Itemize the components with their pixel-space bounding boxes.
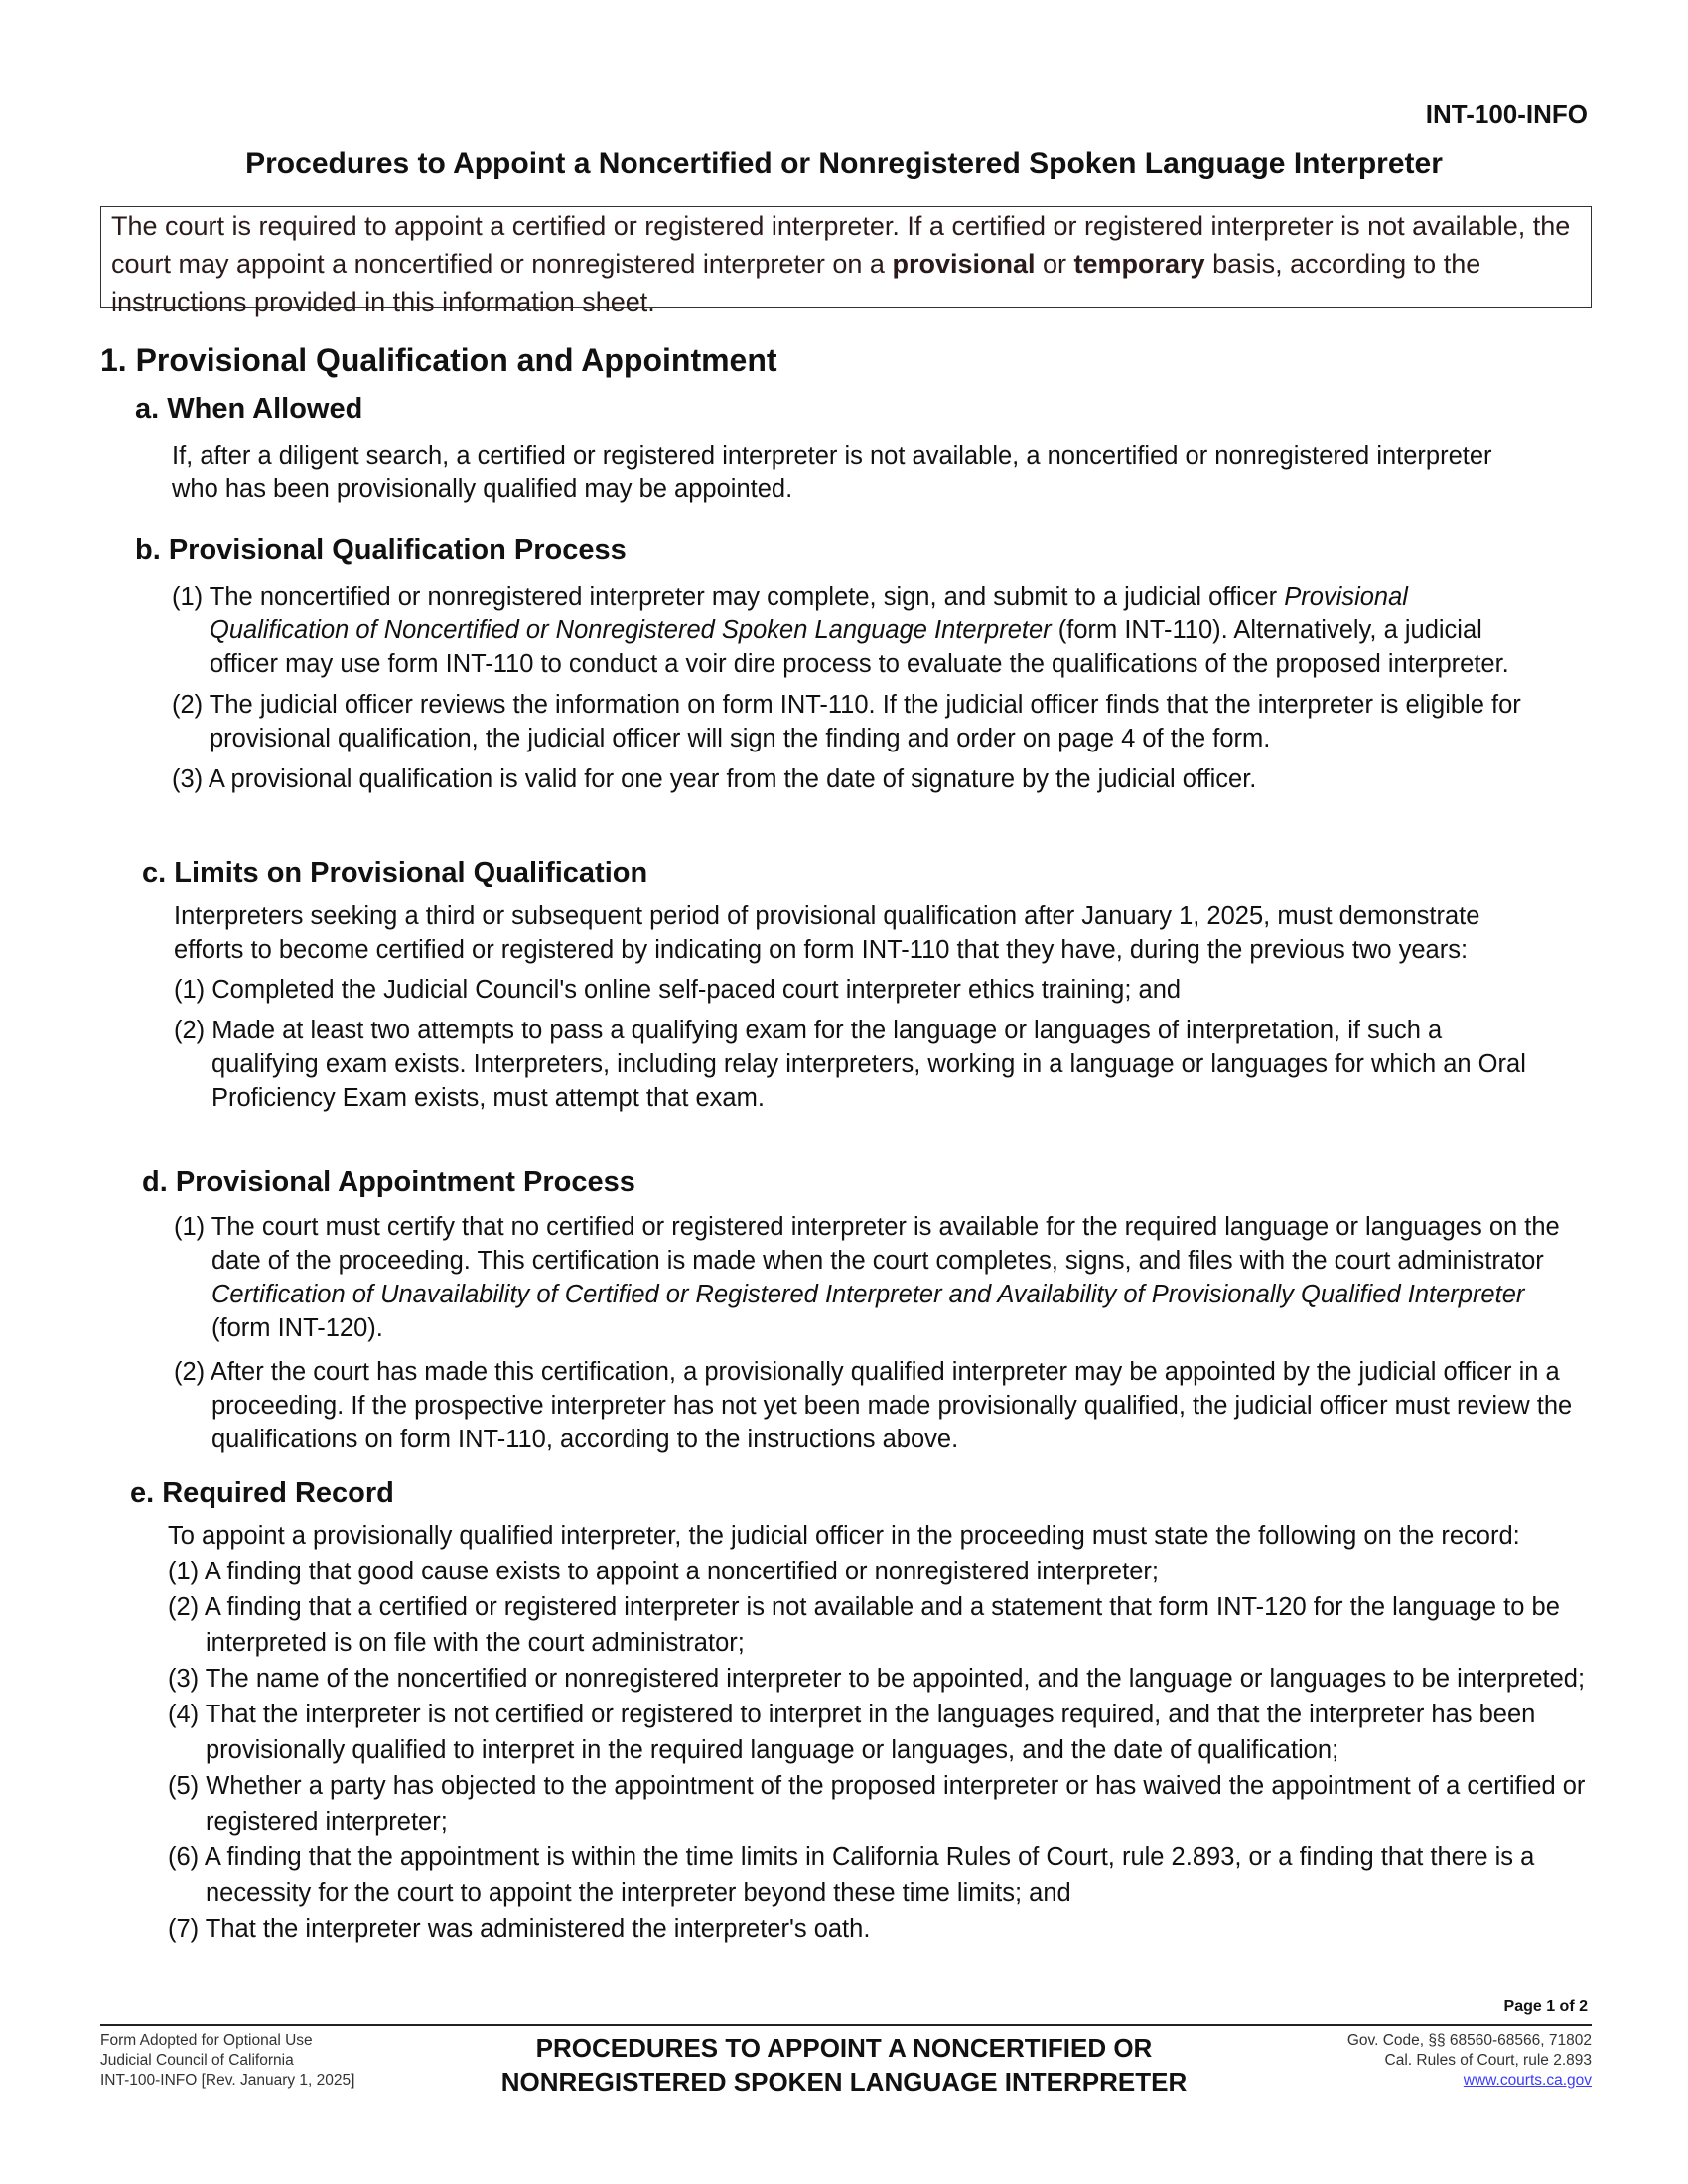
subsection-d-list — [174, 1210, 1584, 1463]
item-text: (form INT-120). — [211, 1314, 383, 1342]
list-item — [172, 580, 1542, 681]
subsection-heading-a: a. When Allowed — [135, 393, 363, 425]
subsection-heading-b: b. Provisional Qualification Process — [135, 534, 627, 566]
footer-right — [1347, 2031, 1592, 2091]
notice-box — [100, 206, 1592, 317]
footer-title-line: NONREGISTERED SPOKEN LANGUAGE INTERPRETER — [500, 2067, 1188, 2097]
item-text: (1) The court must certify that no certified or registered interpreter is available for the required language or languages on the date of the proceeding. This certification is made when the court completes, signs, and files with the court administrator — [174, 1213, 1560, 1275]
notice-text: or — [1035, 249, 1074, 279]
list-item: (2) After the court has made this certification, a provisionally qualified interpreter may be appointed by the judicial officer in a proceeding. If the prospective interpreter has not yet been made provisionally qualified, the judicial officer must review the qualifications on form INT-110, according to the instructions above. — [174, 1358, 1573, 1453]
list-item: (1) A finding that good cause exists to appoint a noncertified or nonregistered interpreter; — [168, 1558, 1159, 1585]
list-item: (6) A finding that the appointment is within the time limits in California Rules of Court, rule 2.893, or a finding that there is a necessity for the court to appoint the interpreter beyond these time limits; and — [168, 1843, 1535, 1907]
footer-title-line: PROCEDURES TO APPOINT A NONCERTIFIED OR — [535, 2033, 1153, 2063]
list-item: (2) A finding that a certified or registered interpreter is not available and a statement that form INT-120 for the language to be interpreted is on file with the court administrator; — [168, 1593, 1560, 1657]
subsection-heading-e: e. Required Record — [130, 1477, 394, 1509]
footer-council: Judicial Council of California — [100, 2052, 294, 2069]
item-text: (1) The noncertified or nonregistered interpreter may complete, sign, and submit to a judicial officer — [172, 583, 1285, 611]
form-title: Provisional Qualification of Noncertified or Nonregistered Spoken Language Interpreter — [210, 583, 1408, 644]
notice-temporary: temporary — [1073, 249, 1205, 279]
notice-text: The court is required to appoint a certified or registered interpreter. If a certified or registered interpreter is not available, the court may appoint a noncertified or nonregistered interpreter on a — [111, 211, 1571, 279]
form-title: Certification of Unavailability of Certified or Registered Interpreter and Availability of Provisionally Qualified Interpreter — [211, 1281, 1525, 1308]
subsection-heading-d: d. Provisional Appointment Process — [142, 1166, 635, 1198]
courts-website-link[interactable]: www.courts.ca.gov — [1463, 2072, 1592, 2089]
list-item: (1) Completed the Judicial Council's online self-paced court interpreter ethics training; and — [174, 976, 1182, 1004]
list-item: (4) That the interpreter is not certified or registered to interpret in the languages required, and that the interpreter has been provisionally qualified to interpret in the required language or languages, and the date of qualification; — [168, 1701, 1536, 1764]
subsection-e-text: To appoint a provisionally qualified interpreter, the judicial officer in the proceeding must state the following on the record: — [168, 1522, 1520, 1550]
subsection-e-body — [168, 1518, 1588, 1947]
subsection-c-body — [174, 899, 1544, 1122]
notice-provisional: provisional — [892, 249, 1036, 279]
section-heading: 1. Provisional Qualification and Appointment — [100, 342, 777, 378]
list-item: (2) The judicial officer reviews the information on form INT-110. If the judicial officer finds that the interpreter is eligible for provisional qualification, the judicial officer will sign the finding and order on page 4 of the form. — [172, 691, 1521, 752]
footer-rules: Cal. Rules of Court, rule 2.893 — [1384, 2052, 1592, 2069]
list-item: (5) Whether a party has objected to the appointment of the proposed interpreter or has waived the appointment of a certified or registered interpreter; — [168, 1772, 1586, 1836]
footer-divider — [100, 2024, 1592, 2026]
list-item: (7) That the interpreter was administered the interpreter's oath. — [168, 1915, 871, 1943]
subsection-a-text: If, after a diligent search, a certified or registered interpreter is not available, a noncertified or nonregistered interpreter who has been provisionally qualified may be appointed. — [172, 442, 1492, 503]
list-item: (2) Made at least two attempts to pass a qualifying exam for the language or languages of interpretation, if such a qualifying exam exists. Interpreters, including relay interpreters, working in a language or languages for which an Oral Proficiency Exam exists, must attempt that exam. — [174, 1017, 1526, 1112]
subsection-c-text: Interpreters seeking a third or subsequent period of provisional qualification after January 1, 2025, must demonstrate efforts to become certified or registered by indicating on form INT-110 that they have, during the previous two years: — [174, 902, 1480, 964]
item-text: (form INT-110). Alternatively, a judicial officer may use form INT-110 to conduct a voir dire process to evaluate the qualifications of the proposed interpreter. — [210, 616, 1509, 678]
form-number: INT-100-INFO — [1425, 99, 1588, 129]
footer-revision: INT-100-INFO [Rev. January 1, 2025] — [100, 2072, 355, 2089]
footer-adoption: Form Adopted for Optional Use — [100, 2032, 313, 2049]
list-item: (3) The name of the noncertified or nonregistered interpreter to be appointed, and the language or languages to be interpreted; — [168, 1665, 1586, 1693]
page-number: Page 1 of 2 — [1503, 1998, 1588, 2015]
list-item: (3) A provisional qualification is valid for one year from the date of signature by the judicial officer. — [172, 765, 1257, 793]
footer-gov-code: Gov. Code, §§ 68560-68566, 71802 — [1346, 2032, 1592, 2049]
subsection-heading-c: c. Limits on Provisional Qualification — [142, 857, 648, 888]
notice-text: basis, according to the instructions provided in this information sheet. — [111, 249, 1481, 317]
page-title: Procedures to Appoint a Noncertified or Nonregistered Spoken Language Interpreter — [245, 147, 1443, 180]
list-item — [174, 1210, 1584, 1345]
subsection-b-list — [172, 580, 1542, 803]
